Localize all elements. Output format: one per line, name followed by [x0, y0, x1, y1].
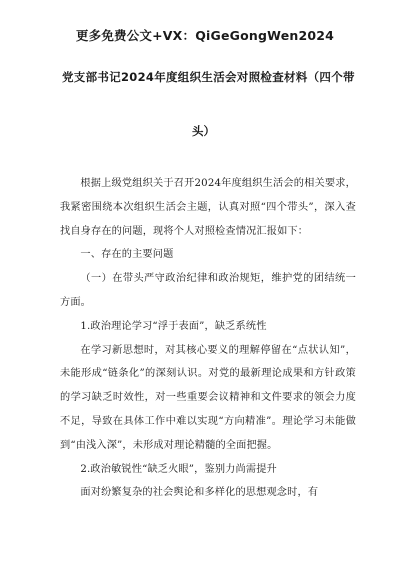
intro-paragraph: 根据上级党组织关于召开2024年度组织生活会的相关要求，我紧密围绕本次组织生活会主题，认真对照“四个带头”，深入查找自身存在的问题，现将个人对照检查情况汇报如下：: [60, 178, 356, 237]
point-heading: 2.政治敏锐性“缺乏火眼”，鉴别力尚需提升: [80, 463, 277, 475]
document-body: [60, 172, 356, 505]
body-paragraph: 面对纷繁复杂的社会舆论和多样化的思想观念时，有: [80, 487, 319, 499]
document-title: 党支部书记2024年度组织生活会对照检查材料（四个带: [62, 70, 355, 84]
body-paragraph: 在学习新思想时，对其核心要义的理解停留在“点状认知”，未能形成“链条化”的深刻认识。对党的最新理论成果和方针政策的学习缺乏时效性，对一些重要会议精神和文件要求的领会力度不足，导致在具体工作中难以实现“方向精准”。理论学习未能做到“由浅入深”，未形成对理论精髓的全面把握。: [60, 344, 356, 451]
subsection-heading: （一）在带头严守政治纪律和政治规矩，维护党的团结统一方面。: [60, 273, 356, 308]
document-title-continued: 头）: [192, 124, 215, 138]
point-heading: 1.政治理论学习“浮于表面”，缺乏系统性: [80, 320, 267, 332]
section-heading: 一、存在的主要问题: [80, 249, 174, 261]
promo-banner: 更多免费公文+VX：QiGeGongWen2024: [75, 28, 335, 43]
